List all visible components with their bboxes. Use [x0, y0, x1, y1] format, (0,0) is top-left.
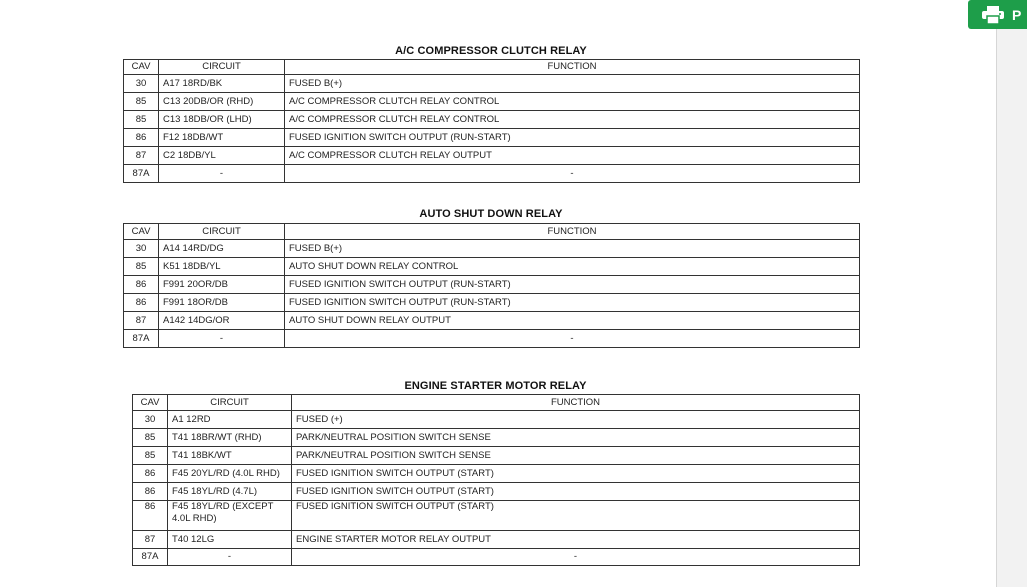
circuit-cell: F12 18DB/WT	[159, 129, 285, 147]
circuit-cell: -	[159, 330, 285, 348]
cav-cell: 85	[124, 93, 159, 111]
circuit-cell: A14 14RD/DG	[159, 240, 285, 258]
function-cell: A/C COMPRESSOR CLUTCH RELAY CONTROL	[285, 111, 860, 129]
circuit-cell: F991 18OR/DB	[159, 294, 285, 312]
circuit-cell: -	[168, 549, 292, 566]
function-cell: FUSED IGNITION SWITCH OUTPUT (START)	[292, 501, 860, 531]
table-row	[124, 165, 860, 183]
right-sidebar	[996, 0, 1027, 587]
function-cell: -	[285, 165, 860, 183]
cav-cell: 85	[124, 258, 159, 276]
header-function: FUNCTION	[285, 224, 860, 240]
function-cell: FUSED IGNITION SWITCH OUTPUT (RUN-START)	[285, 294, 860, 312]
function-cell: -	[292, 549, 860, 566]
function-cell: FUSED IGNITION SWITCH OUTPUT (START)	[292, 465, 860, 483]
circuit-cell: A142 14DG/OR	[159, 312, 285, 330]
circuit-cell: C13 20DB/OR (RHD)	[159, 93, 285, 111]
print-label: P	[1012, 6, 1022, 23]
cav-cell: 85	[124, 111, 159, 129]
printer-icon	[982, 6, 1004, 24]
table-row	[124, 75, 860, 93]
circuit-cell: A17 18RD/BK	[159, 75, 285, 93]
table-row	[124, 276, 860, 294]
table-row	[133, 483, 860, 501]
function-cell: A/C COMPRESSOR CLUTCH RELAY CONTROL	[285, 93, 860, 111]
table-row	[124, 240, 860, 258]
table-row	[133, 447, 860, 465]
cav-cell: 30	[124, 75, 159, 93]
function-cell: A/C COMPRESSOR CLUTCH RELAY OUTPUT	[285, 147, 860, 165]
function-cell: FUSED IGNITION SWITCH OUTPUT (START)	[292, 483, 860, 501]
header-cav: CAV	[124, 224, 159, 240]
section-title: ENGINE STARTER MOTOR RELAY	[404, 380, 587, 392]
table-row	[133, 429, 860, 447]
table-row	[133, 531, 860, 549]
function-cell: PARK/NEUTRAL POSITION SWITCH SENSE	[292, 447, 860, 465]
table-row	[124, 111, 860, 129]
cav-cell: 86	[124, 294, 159, 312]
cav-cell: 86	[133, 483, 168, 501]
function-cell: AUTO SHUT DOWN RELAY OUTPUT	[285, 312, 860, 330]
cav-cell: 86	[124, 129, 159, 147]
function-cell: ENGINE STARTER MOTOR RELAY OUTPUT	[292, 531, 860, 549]
cav-cell: 86	[133, 501, 168, 531]
header-cav: CAV	[133, 395, 168, 411]
function-cell: FUSED IGNITION SWITCH OUTPUT (RUN-START)	[285, 129, 860, 147]
circuit-cell: F991 20OR/DB	[159, 276, 285, 294]
table-row	[124, 312, 860, 330]
cav-cell: 86	[133, 465, 168, 483]
circuit-cell: F45 18YL/RD (4.7L)	[168, 483, 292, 501]
cav-cell: 86	[124, 276, 159, 294]
table-row	[124, 258, 860, 276]
function-cell: FUSED B(+)	[285, 75, 860, 93]
print-button[interactable]	[968, 0, 1027, 29]
circuit-cell: A1 12RD	[168, 411, 292, 429]
circuit-cell: F45 18YL/RD (EXCEPT 4.0L RHD)	[168, 501, 292, 531]
circuit-cell: T40 12LG	[168, 531, 292, 549]
table-header-row	[124, 60, 860, 75]
circuit-cell: F45 20YL/RD (4.0L RHD)	[168, 465, 292, 483]
table-row	[133, 411, 860, 429]
table-row	[124, 294, 860, 312]
cav-cell: 87	[124, 147, 159, 165]
cav-cell: 87A	[133, 549, 168, 566]
header-cav: CAV	[124, 60, 159, 75]
cav-cell: 30	[133, 411, 168, 429]
cav-cell: 87A	[124, 165, 159, 183]
function-cell: PARK/NEUTRAL POSITION SWITCH SENSE	[292, 429, 860, 447]
relay-table	[123, 223, 860, 348]
function-cell: FUSED IGNITION SWITCH OUTPUT (RUN-START)	[285, 276, 860, 294]
circuit-cell: K51 18DB/YL	[159, 258, 285, 276]
circuit-cell: C2 18DB/YL	[159, 147, 285, 165]
table-row	[124, 330, 860, 348]
cav-cell: 85	[133, 447, 168, 465]
cav-cell: 30	[124, 240, 159, 258]
relay-table	[123, 59, 860, 183]
relay-table	[132, 394, 860, 566]
cav-cell: 87	[124, 312, 159, 330]
circuit-cell: -	[159, 165, 285, 183]
header-function: FUNCTION	[292, 395, 860, 411]
table-row	[124, 129, 860, 147]
header-circuit: CIRCUIT	[159, 224, 285, 240]
table-header-row	[133, 395, 860, 411]
table-row	[133, 465, 860, 483]
section-title: A/C COMPRESSOR CLUTCH RELAY	[395, 45, 587, 57]
function-cell: FUSED (+)	[292, 411, 860, 429]
table-row	[124, 147, 860, 165]
function-cell: AUTO SHUT DOWN RELAY CONTROL	[285, 258, 860, 276]
cav-cell: 87A	[124, 330, 159, 348]
cav-cell: 85	[133, 429, 168, 447]
section-title: AUTO SHUT DOWN RELAY	[419, 208, 563, 220]
circuit-cell: T41 18BR/WT (RHD)	[168, 429, 292, 447]
header-function: FUNCTION	[285, 60, 860, 75]
header-circuit: CIRCUIT	[168, 395, 292, 411]
table-row	[124, 93, 860, 111]
header-circuit: CIRCUIT	[159, 60, 285, 75]
table-row	[133, 501, 860, 531]
function-cell: FUSED B(+)	[285, 240, 860, 258]
table-row	[133, 549, 860, 566]
function-cell: -	[285, 330, 860, 348]
table-header-row	[124, 224, 860, 240]
circuit-cell: T41 18BK/WT	[168, 447, 292, 465]
circuit-cell: C13 18DB/OR (LHD)	[159, 111, 285, 129]
cav-cell: 87	[133, 531, 168, 549]
